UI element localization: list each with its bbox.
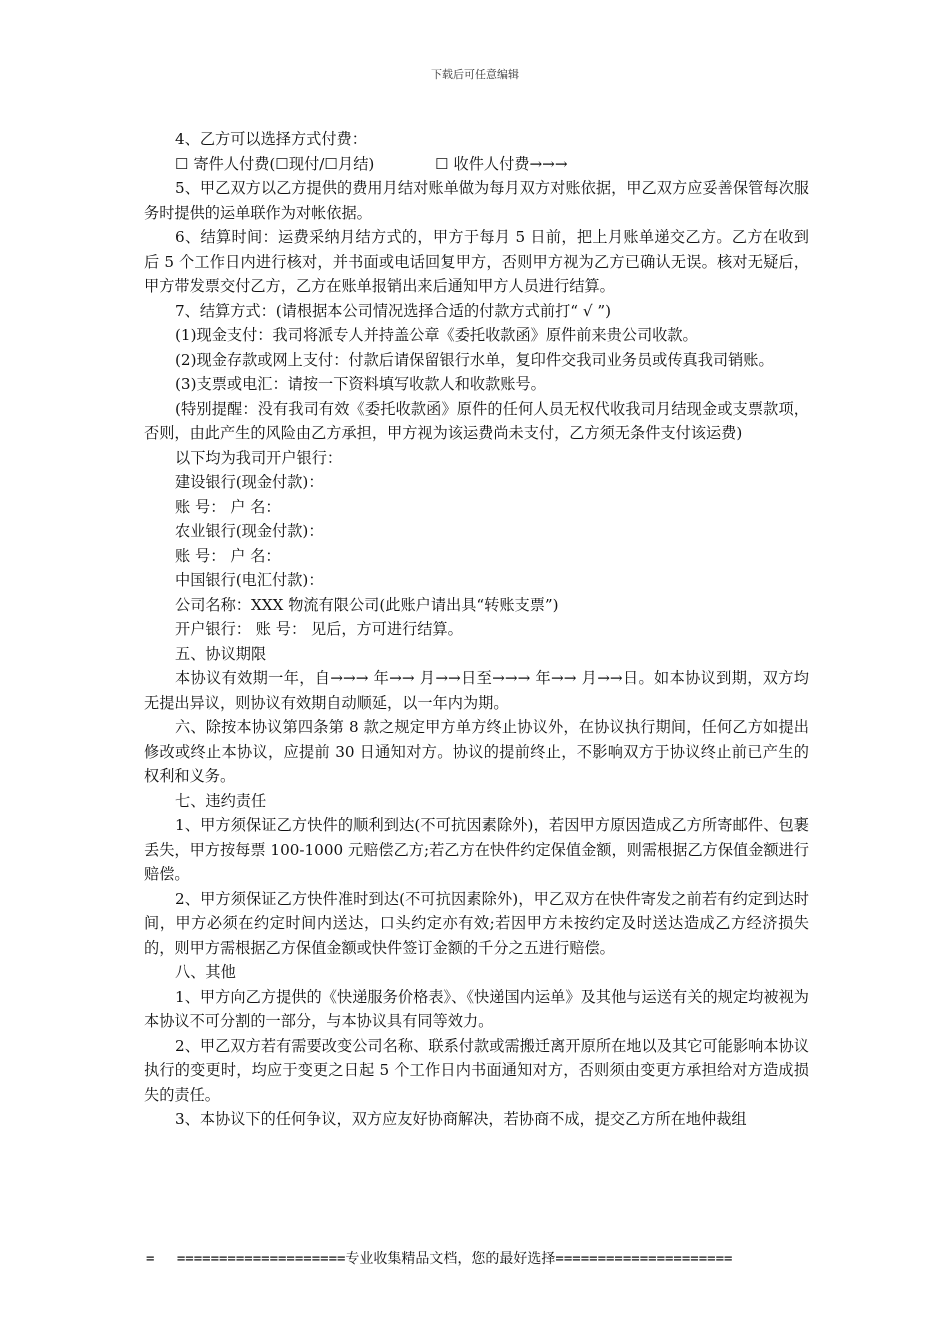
footer-line-2: = (146, 1251, 155, 1267)
paragraph-payment-options: ☐ 寄件人付费(☐现付/☐月结) ☐ 收件人付费→→→ (175, 154, 568, 173)
paragraph-clause-5: 5、甲乙双方以乙方提供的费用月结对账单做为每月双方对账依据，甲乙双方应妥善保管每次服务时提供的运单联作为对帐依据。 (144, 179, 809, 222)
paragraph-bank-intro: 以下均为我司开户银行： (175, 448, 343, 467)
section-heading-term: 五、协议期限 (175, 644, 267, 663)
paragraph-other-3: 3、本协议下的任何争议，双方应友好协商解决，若协商不成，提交乙方所在地仲裁组 (175, 1110, 747, 1128)
footer-line-1: ====================专业收集精品文档，您的最好选择===================== (176, 1251, 733, 1267)
page-header: 下载后可任意编辑 (431, 68, 519, 81)
paragraph-section-6: 六、除按本协议第四条第 8 款之规定甲方单方终止协议外，在协议执行期间，任何乙方如提出修改或终止本协议，应提前 30 日通知对方。协议的提前终止，不影响双方于协议终止前已产生的权利和义务。 (144, 718, 809, 785)
paragraph-other-1: 1、甲方向乙方提供的《快递服务价格表》、《快递国内运单》及其他与运送有关的规定均被视为本协议不可分割的一部分，与本协议具有同等效力。 (144, 987, 809, 1030)
paragraph-ccb-account: 账 号： 户 名： (175, 497, 281, 516)
paragraph-cash-payment: (1)现金支付：我司将派专人并持盖公章《委托收款函》原件前来贵公司收款。 (175, 326, 698, 344)
document-body (144, 127, 809, 1132)
paragraph-term: 本协议有效期一年，自→→→ 年→→ 月→→日至→→→ 年→→ 月→→日。如本协议到期，双方均无提出异议，则协议有效期自动顺延，以一年内为期。 (144, 669, 809, 712)
page-footer (146, 1226, 810, 1292)
paragraph-deposit-payment: (2)现金存款或网上支付：付款后请保留银行水单，复印件交我司业务员或传真我司销账。 (175, 350, 774, 369)
paragraph-abc: 农业银行(现金付款)： (175, 522, 324, 540)
paragraph-liability-1: 1、甲方须保证乙方快件的顺利到达(不可抗因素除外)，若因甲方原因造成乙方所寄邮件、包裹丢失，甲方按每票 100-1000 元赔偿乙方;若乙方在快件约定保值金额，则需根据乙方保值金额进行赔偿。 (144, 816, 809, 883)
paragraph-liability-2: 2、甲方须保证乙方快件准时到达(不可抗因素除外)，甲乙双方在快件寄发之前若有约定到达时间，甲方必须在约定时间内送达，口头约定亦有效;若因甲方未按约定及时送达造成乙方经济损失的，则甲方需根据乙方保值金额或快件签订金额的千分之五进行赔偿。 (144, 889, 809, 957)
paragraph-bank-account: 开户银行： 账 号： 见后，方可进行结算。 (175, 620, 463, 638)
paragraph-clause-7: 7、结算方式：(请根据本公司情况选择合适的付款方式前打“ √ ”) (175, 301, 612, 320)
paragraph-check-payment: (3)支票或电汇：请按一下资料填写收款人和收款账号。 (175, 375, 546, 393)
paragraph-special-reminder: (特别提醒：没有我司有效《委托收款函》原件的任何人员无权代收我司月结现金或支票款项，否则，由此产生的风险由乙方承担，甲方视为该运费尚未支付，乙方须无条件支付该运费) (144, 399, 809, 442)
section-heading-liability: 七、违约责任 (175, 791, 267, 810)
paragraph-company-name: 公司名称：XXX 物流有限公司(此账户请出具“转账支票”) (175, 595, 559, 614)
paragraph-other-2: 2、甲乙双方若有需要改变公司名称、联系付款或需搬迁离开原所在地以及其它可能影响本协议执行的变更时，均应于变更之日起 5 个工作日内书面通知对方，否则须由变更方承担给对方造成损失的责任。 (144, 1036, 809, 1104)
section-heading-other: 八、其他 (175, 963, 236, 981)
paragraph-ccb: 建设银行(现金付款)： (175, 473, 324, 491)
paragraph-payment-methods: 4、乙方可以选择方式付费： (175, 130, 367, 148)
paragraph-abc-account: 账 号： 户 名： (175, 546, 281, 565)
paragraph-clause-6: 6、结算时间：运费采纳月结方式的，甲方于每月 5 日前，把上月账单递交乙方。乙方在收到后 5 个工作日内进行核对，并书面或电话回复甲方，否则甲方视为乙方已确认无误。核对无疑后，甲方带发票交付乙方，乙方在账单报销出来后通知甲方人员进行结算。 (144, 228, 809, 295)
paragraph-boc: 中国银行(电汇付款)： (175, 571, 324, 589)
